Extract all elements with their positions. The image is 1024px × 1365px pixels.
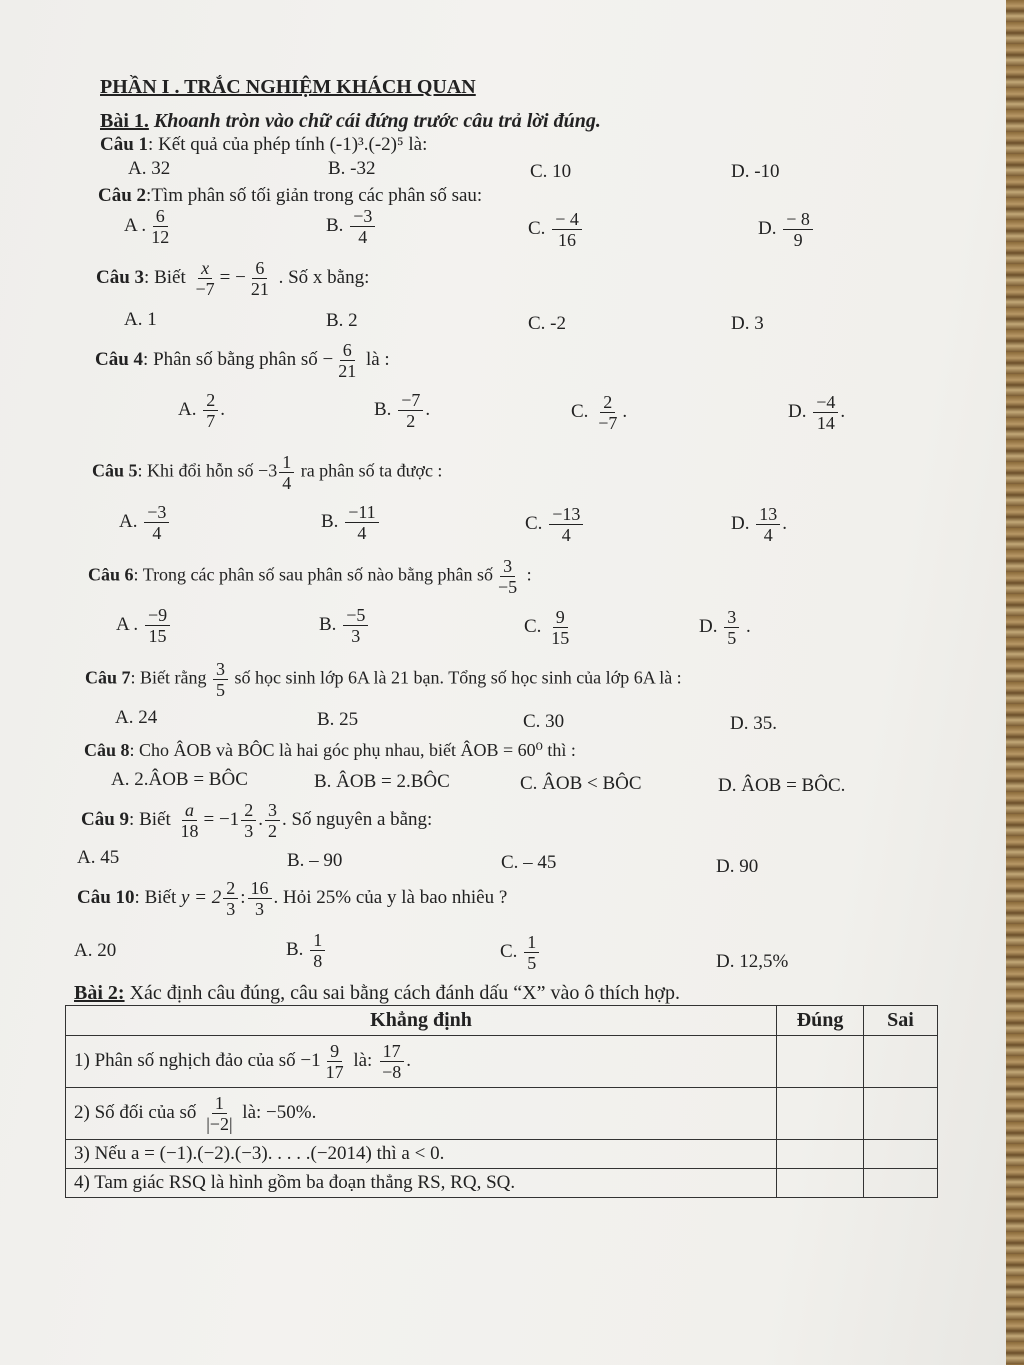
- q5-answer-c[interactable]: C. $\frac{-13}{4}$: [525, 504, 585, 545]
- q5-answer-d[interactable]: D. $\frac{13}{4}$ .: [731, 504, 787, 545]
- q1-answer-d[interactable]: D. -10: [731, 161, 780, 182]
- q6-answer-d[interactable]: D. $\frac{3}{5}$ .: [699, 607, 751, 648]
- bai1-label: Bài 1.: [100, 110, 149, 132]
- q4-label: Câu 4: [95, 348, 144, 370]
- question-7: Câu 7: Biết rằng $\frac{3}{5}$ số học sinh lớp 6A là 21 bạn. Tổng số học sinh của lớp 6A là :: [85, 659, 682, 700]
- header-statement: Khẳng định: [66, 1006, 777, 1036]
- q6-answer-a[interactable]: A . $\frac{-9}{15}$: [116, 605, 172, 646]
- q2-answer-d[interactable]: D. $\frac{- 8}{9}$: [758, 209, 815, 250]
- q5-answer-b[interactable]: B. $\frac{-11}{4}$: [321, 502, 381, 543]
- question-1: Câu 1: Kết quả của phép tính (-1)³.(-2)⁵ là:: [100, 134, 428, 155]
- q1-expr: (-1)³.(-2)⁵: [329, 134, 404, 155]
- q10-answer-d[interactable]: D. 12,5%: [716, 951, 789, 972]
- table-row: [66, 1088, 938, 1140]
- bai2-instruction: Xác định câu đúng, câu sai bằng cách đánh dấu “X” vào ô thích hợp.: [129, 982, 680, 1004]
- q1-answer-a[interactable]: A. 32: [128, 158, 171, 179]
- row3-false-cell[interactable]: [864, 1140, 938, 1169]
- q5-label: Câu 5: [92, 460, 138, 481]
- header-true: Đúng: [777, 1006, 864, 1036]
- wooden-table-edge: [1006, 0, 1024, 1365]
- table-row: [66, 1036, 938, 1088]
- q2-answer-b[interactable]: B. $\frac{-3}{4}$: [326, 206, 377, 247]
- section-title: PHẦN I . TRẮC NGHIỆM KHÁCH QUAN: [100, 76, 476, 98]
- q6-label: Câu 6: [88, 564, 134, 585]
- q3-answer-d[interactable]: D. 3: [731, 313, 764, 334]
- q5-answer-a[interactable]: A. $\frac{-3}{4}$: [119, 502, 171, 543]
- q1-label: Câu 1: [100, 134, 149, 155]
- q10-answer-c[interactable]: C. $\frac{1}{5}$: [500, 932, 541, 973]
- q8-label: Câu 8: [84, 740, 130, 760]
- table-header-row: [66, 1006, 938, 1036]
- q8-answer-b[interactable]: B. ÂOB = 2.BÔC: [314, 771, 450, 792]
- q7-answer-d[interactable]: D. 35.: [730, 713, 777, 734]
- true-false-table: [65, 1005, 938, 1198]
- q3-answer-b[interactable]: B. 2: [326, 310, 358, 331]
- q9-answer-b[interactable]: B. – 90: [287, 850, 343, 871]
- row1-false-cell[interactable]: [864, 1036, 938, 1088]
- header-false: Sai: [864, 1006, 938, 1036]
- q9-answer-c[interactable]: C. – 45: [501, 852, 557, 873]
- question-2: Câu 2:Tìm phân số tối giản trong các phân số sau:: [98, 185, 483, 206]
- q2-answer-c[interactable]: C. $\frac{- 4}{16}$: [528, 209, 584, 250]
- q8-answer-c[interactable]: C. ÂOB < BÔC: [520, 773, 642, 794]
- row3-true-cell[interactable]: [777, 1140, 864, 1169]
- statement-3: 3) Nếu a = (−1).(−2).(−3). . . . .(−2014) thì a < 0.: [66, 1140, 777, 1169]
- q2-text: Tìm phân số tối giản trong các phân số sau:: [151, 185, 483, 206]
- q2-answer-a[interactable]: A . $\frac{6}{12}$: [124, 206, 170, 247]
- q1-answer-b[interactable]: B. -32: [328, 158, 376, 179]
- q8-answer-a[interactable]: A. 2.ÂOB = BÔC: [111, 769, 248, 790]
- question-6: Câu 6: Trong các phân số sau phân số nào bằng phân số $\frac{3}{-5}$ :: [88, 556, 532, 597]
- q9-answer-a[interactable]: A. 45: [77, 847, 120, 868]
- q1-tail: là:: [408, 134, 428, 155]
- statement-4: 4) Tam giác RSQ là hình gồm ba đoạn thẳng RS, RQ, SQ.: [66, 1169, 777, 1198]
- bai1-heading: [100, 110, 601, 132]
- table-row: [66, 1140, 938, 1169]
- question-3: Câu 3: Biết $\frac{x}{-7}$ = − $\frac{6}{21}$ . Số x bằng:: [96, 258, 370, 299]
- q1-text: Kết quả của phép tính: [158, 134, 325, 155]
- statement-1: 1) Phân số nghịch đảo của số −1 $\frac{9}{17}$ là: $\frac{17}{-8}$ .: [66, 1036, 777, 1088]
- table-row: [66, 1169, 938, 1198]
- bai2-heading: [74, 982, 680, 1004]
- q6-answer-b[interactable]: B. $\frac{-5}{3}$: [319, 605, 370, 646]
- q7-answer-b[interactable]: B. 25: [317, 709, 359, 730]
- q10-label: Câu 10: [77, 886, 135, 908]
- row2-false-cell[interactable]: [864, 1088, 938, 1140]
- q10-answer-a[interactable]: A. 20: [74, 940, 117, 961]
- question-4: Câu 4: Phân số bằng phân số − $\frac{6}{21}$ là :: [95, 340, 390, 381]
- q3-label: Câu 3: [96, 266, 145, 288]
- row2-true-cell[interactable]: [777, 1088, 864, 1140]
- q4-answer-a[interactable]: A. $\frac{2}{7}$ .: [178, 390, 225, 431]
- q3-answer-a[interactable]: A. 1: [124, 309, 157, 330]
- q9-label: Câu 9: [81, 808, 130, 830]
- question-5: Câu 5: Khi đổi hỗn số −3 $\frac{1}{4}$ ra phân số ta được :: [92, 452, 443, 493]
- question-10: Câu 10: Biết y = 2 $\frac{2}{3}$ : $\frac{16}{3}$ . Hỏi 25% của y là bao nhiêu ?: [77, 878, 508, 919]
- q3-answer-c[interactable]: C. -2: [528, 313, 566, 334]
- q9-answer-d[interactable]: D. 90: [716, 856, 759, 877]
- question-8: Câu 8: Cho ÂOB và BÔC là hai góc phụ nhau, biết ÂOB = 60⁰ thì :: [84, 740, 576, 760]
- bai2-label: Bài 2:: [74, 982, 125, 1004]
- q4-answer-b[interactable]: B. $\frac{-7}{2}$ .: [374, 390, 431, 431]
- q1-answer-c[interactable]: C. 10: [530, 161, 572, 182]
- statement-2: 2) Số đối của số $\frac{1}{|-2|}$ là: −50%.: [66, 1088, 777, 1140]
- row4-true-cell[interactable]: [777, 1169, 864, 1198]
- q7-answer-c[interactable]: C. 30: [523, 711, 565, 732]
- q7-answer-a[interactable]: A. 24: [115, 707, 158, 728]
- q4-answer-c[interactable]: C. $\frac{2}{-7}$ .: [571, 392, 628, 433]
- q8-answer-d[interactable]: D. ÂOB = BÔC.: [718, 775, 846, 796]
- q6-answer-c[interactable]: C. $\frac{9}{15}$: [524, 607, 570, 648]
- q2-label: Câu 2: [98, 185, 147, 206]
- question-9: Câu 9: Biết $\frac{a}{18}$ = −1 $\frac{2}{3}$ . $\frac{3}{2}$ . Số nguyên a bằng:: [81, 800, 433, 841]
- bai1-instruction: Khoanh tròn vào chữ cái đứng trước câu trả lời đúng.: [153, 110, 601, 132]
- row4-false-cell[interactable]: [864, 1169, 938, 1198]
- q10-answer-b[interactable]: B. $\frac{1}{8}$: [286, 930, 327, 971]
- q4-answer-d[interactable]: D. $\frac{-4}{14}$ .: [788, 392, 846, 433]
- row1-true-cell[interactable]: [777, 1036, 864, 1088]
- q7-label: Câu 7: [85, 667, 131, 688]
